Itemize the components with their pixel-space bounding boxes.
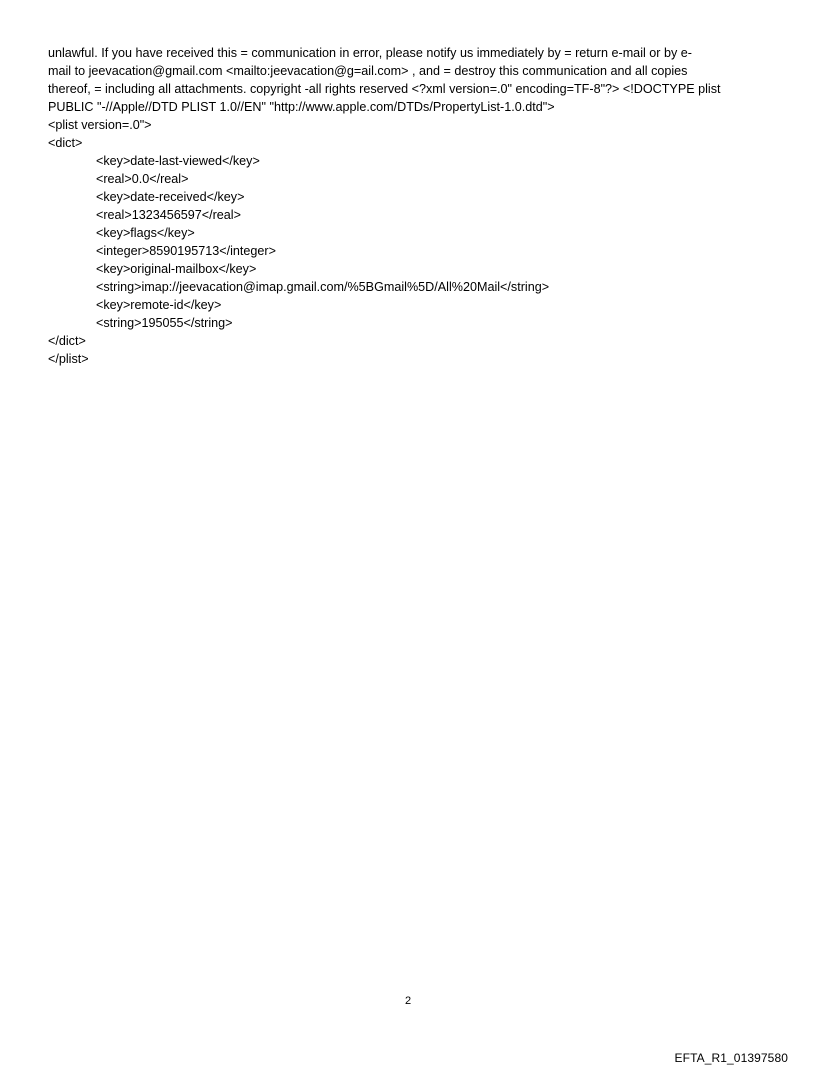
paragraph-line: unlawful. If you have received this = communication in error, please notify us immediately by = return e-mail or by e-: [48, 46, 692, 60]
email-disclaimer-paragraph: [48, 44, 778, 116]
plist-entry: <string>imap://jeevacation@imap.gmail.com/%5BGmail%5D/All%20Mail</string>: [96, 280, 550, 294]
plist-entry: <key>date-last-viewed</key>: [96, 154, 260, 168]
paragraph-line: PUBLIC "-//Apple//DTD PLIST 1.0//EN" "http://www.apple.com/DTDs/PropertyList-1.0.dtd">: [48, 100, 555, 114]
plist-entry: <key>remote-id</key>: [96, 298, 222, 312]
plist-entry: <integer>8590195713</integer>: [96, 244, 276, 258]
plist-entry: <real>0.0</real>: [96, 172, 189, 186]
plist-entry: <key>original-mailbox</key>: [96, 262, 257, 276]
dict-open-tag: <dict>: [48, 136, 83, 150]
paragraph-line: mail to jeevacation@gmail.com <mailto:jeevacation@g=ail.com> , and = destroy this communication and all copies: [48, 64, 688, 78]
plist-close-tag: </plist>: [48, 352, 89, 366]
plist-open-tag: <plist version=.0">: [48, 118, 152, 132]
plist-entry: <string>195055</string>: [96, 316, 233, 330]
plist-entry: <key>flags</key>: [96, 226, 195, 240]
document-body: [48, 44, 778, 368]
page-number: 2: [404, 995, 412, 1007]
dict-close-tag: </dict>: [48, 334, 86, 348]
document-id: EFTA_R1_01397580: [674, 1051, 788, 1065]
paragraph-line: thereof, = including all attachments. copyright -all rights reserved <?xml version=.0" encoding=TF-8"?> <!DOCTYPE plist: [48, 82, 721, 96]
plist-block: [48, 116, 778, 368]
plist-entry: <real>1323456597</real>: [96, 208, 241, 222]
plist-entry: <key>date-received</key>: [96, 190, 245, 204]
